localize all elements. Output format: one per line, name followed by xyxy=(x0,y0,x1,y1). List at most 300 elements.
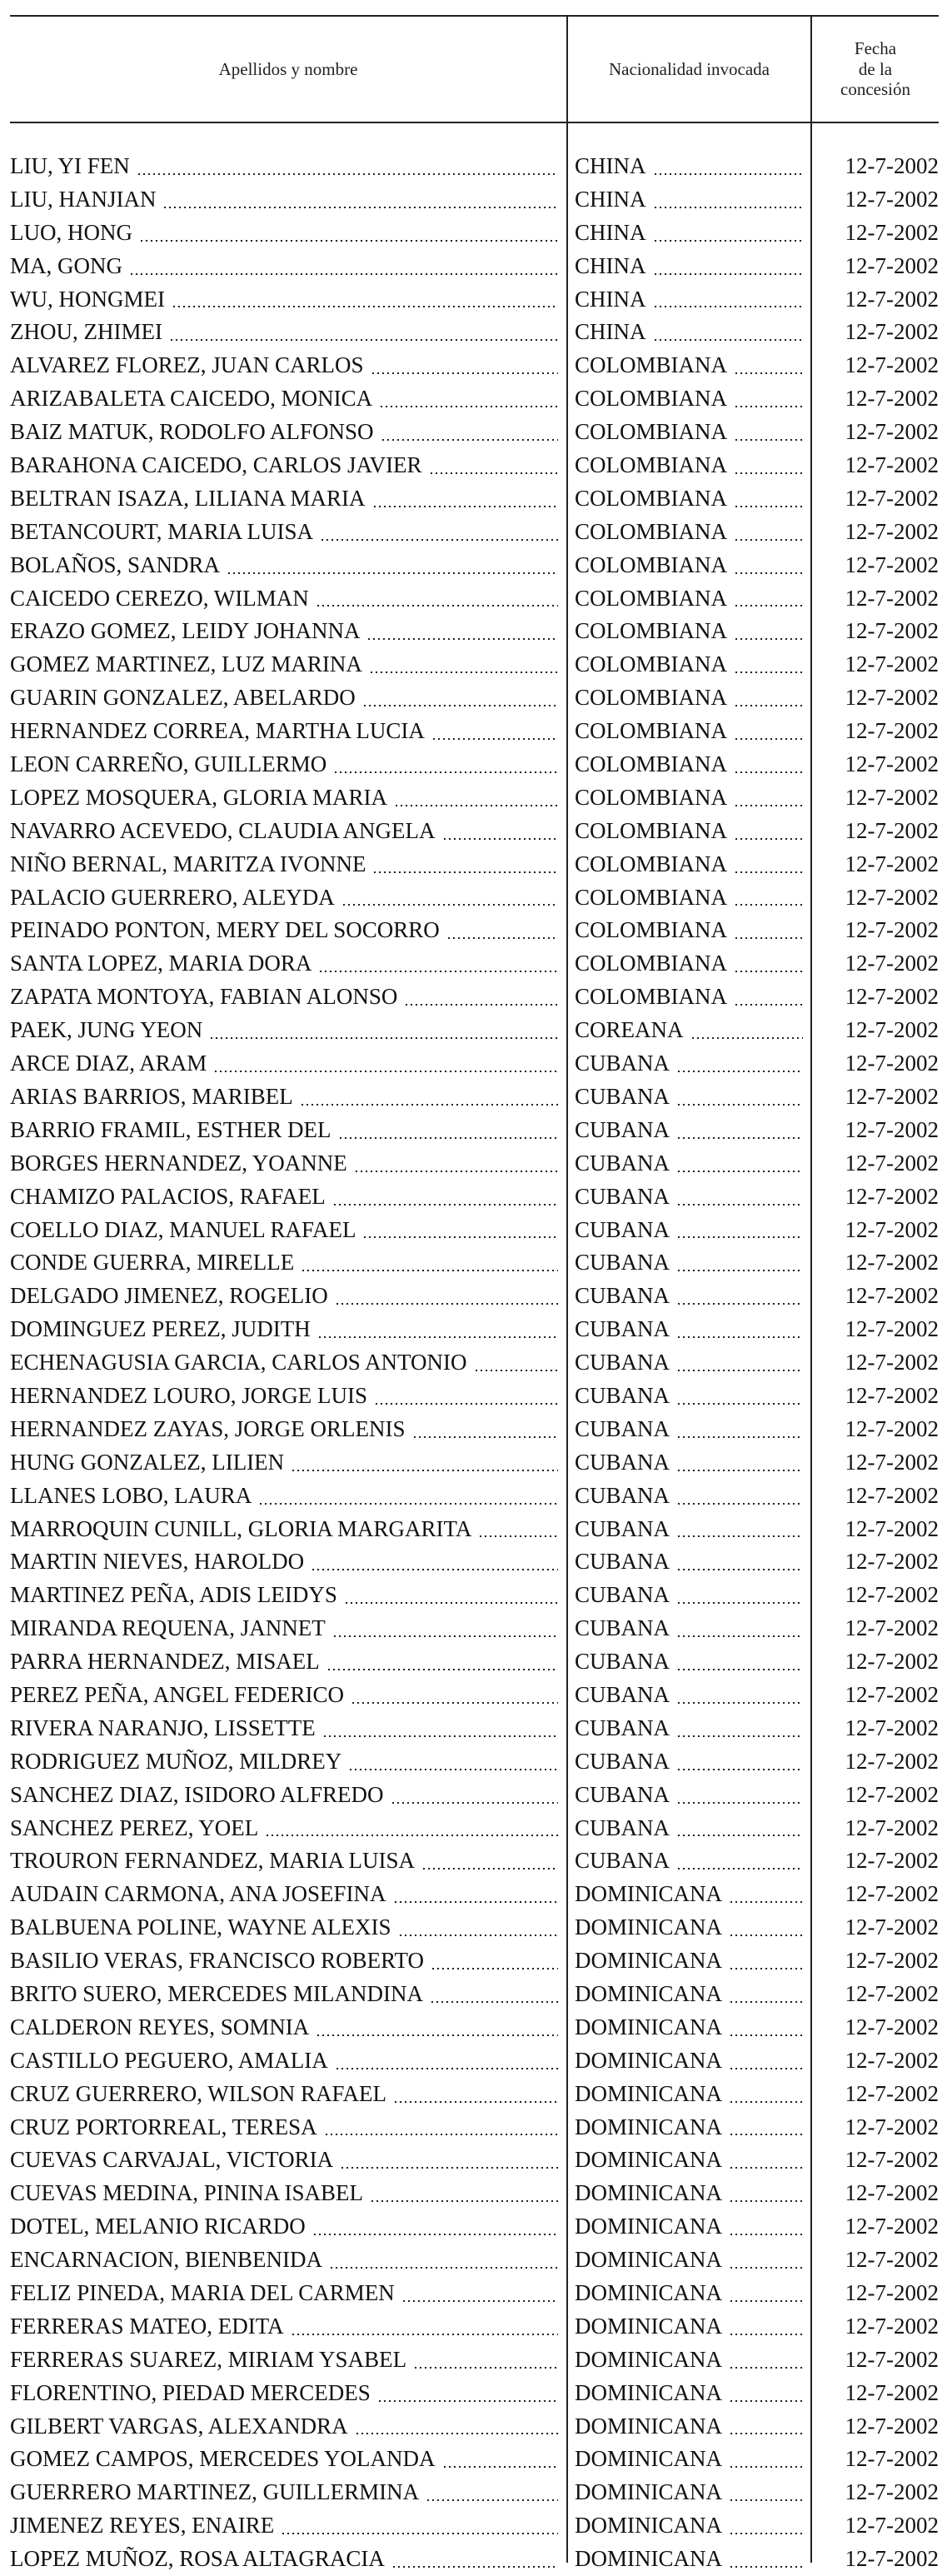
grant-date-cell-text: 12-7-2002 xyxy=(845,951,939,976)
dot-leader xyxy=(381,439,558,441)
grant-date-cell-text: 12-7-2002 xyxy=(845,1815,939,1840)
applicant-name-cell xyxy=(10,1779,558,1812)
nationality-cell xyxy=(575,382,803,416)
nationality-cell xyxy=(575,2277,803,2310)
grant-date-cell-text: 12-7-2002 xyxy=(845,2147,939,2173)
nationality-cell xyxy=(575,1014,803,1047)
dot-leader xyxy=(446,937,558,939)
grant-date-cell-text: 12-7-2002 xyxy=(845,2080,939,2106)
dot-leader xyxy=(301,1270,558,1271)
grant-date-cell-text: 12-7-2002 xyxy=(845,884,939,910)
grant-date-cell-text: 12-7-2002 xyxy=(845,219,939,245)
grant-date-cell xyxy=(812,1911,939,1944)
applicant-name-cell-text: LOPEZ MUÑOZ, ROSA ALTAGRACIA xyxy=(10,2546,385,2572)
nationality-cell-text: CUBANA xyxy=(575,1316,670,1342)
grant-date-cell xyxy=(812,1812,939,1845)
nationality-cell xyxy=(575,2476,803,2509)
dot-leader xyxy=(729,1968,803,1969)
nationality-cell xyxy=(575,2144,803,2177)
dot-leader xyxy=(734,1004,803,1006)
grant-date-cell xyxy=(812,582,939,616)
dot-leader xyxy=(729,2167,803,2169)
dot-leader xyxy=(734,638,803,640)
nationality-cell-text: CUBANA xyxy=(575,1415,670,1441)
nationality-cell-text: CUBANA xyxy=(575,1051,670,1076)
dot-leader xyxy=(311,1569,558,1570)
applicant-name-cell-text: PARRA HERNANDEZ, MISAEL xyxy=(10,1649,320,1675)
nationality-cell-text: CUBANA xyxy=(575,1250,670,1276)
grant-date-cell xyxy=(812,1047,939,1081)
grant-date-cell xyxy=(812,1181,939,1214)
applicant-name-cell xyxy=(10,1081,558,1114)
applicant-name-cell xyxy=(10,1545,558,1579)
nationality-cell xyxy=(575,416,803,449)
dot-leader xyxy=(300,1104,558,1106)
grant-date-cell xyxy=(812,2244,939,2277)
table-row xyxy=(0,1480,947,1513)
applicant-name-cell-text: GUERRERO MARTINEZ, GUILLERMINA xyxy=(10,2479,420,2505)
table-row xyxy=(0,2277,947,2310)
dot-leader xyxy=(734,439,803,441)
table-row xyxy=(0,1944,947,1978)
applicant-name-cell xyxy=(10,2177,558,2210)
table-row xyxy=(0,2144,947,2177)
grant-date-cell xyxy=(812,2044,939,2078)
nationality-cell-text: CHINA xyxy=(575,319,646,345)
applicant-name-cell xyxy=(10,217,558,250)
dot-leader xyxy=(653,273,804,275)
nationality-cell-text: CUBANA xyxy=(575,1283,670,1309)
applicant-name-cell-text: CHAMIZO PALACIOS, RAFAEL xyxy=(10,1183,326,1209)
applicant-name-cell-text: RIVERA NARANJO, LISSETTE xyxy=(10,1715,316,1740)
applicant-name-cell-text: LLANES LOBO, LAURA xyxy=(10,1482,252,1508)
applicant-name-cell-text: BARRIO FRAMIL, ESTHER DEL xyxy=(10,1116,331,1142)
nationality-cell xyxy=(575,1579,803,1612)
nationality-cell-text: DOMINICANA xyxy=(575,1980,722,2006)
nationality-cell xyxy=(575,2011,803,2044)
applicant-name-cell-text: JIMENEZ REYES, ENAIRE xyxy=(10,2513,275,2539)
nationality-cell xyxy=(575,2410,803,2444)
dot-leader xyxy=(729,2533,803,2534)
dot-leader xyxy=(398,1934,558,1936)
nationality-cell-text: COLOMBIANA xyxy=(575,651,728,677)
grant-date-cell xyxy=(812,2310,939,2344)
applicant-name-cell xyxy=(10,1181,558,1214)
dot-leader xyxy=(209,1037,558,1039)
applicant-name-cell-text: MIRANDA REQUENA, JANNET xyxy=(10,1615,326,1641)
nationality-cell-text: COLOMBIANA xyxy=(575,618,728,644)
applicant-name-cell-text: COELLO DIAZ, MANUEL RAFAEL xyxy=(10,1216,356,1242)
nationality-cell-text: DOMINICANA xyxy=(575,2147,722,2173)
applicant-name-cell xyxy=(10,449,558,482)
grant-date-cell-text: 12-7-2002 xyxy=(845,2114,939,2139)
table-row xyxy=(0,549,947,582)
grant-date-cell xyxy=(812,1246,939,1280)
applicant-name-cell xyxy=(10,1246,558,1280)
dot-leader xyxy=(676,1236,803,1238)
grant-date-cell xyxy=(812,2177,939,2210)
table-row xyxy=(0,1380,947,1413)
grant-date-cell-text: 12-7-2002 xyxy=(845,1980,939,2006)
grant-date-cell xyxy=(812,1712,939,1745)
applicant-name-cell-text: MARTINEZ PEÑA, ADIS LEIDYS xyxy=(10,1582,337,1608)
dot-leader xyxy=(734,904,803,906)
nationality-cell-text: DOMINICANA xyxy=(575,2479,722,2505)
nationality-cell-text: DOMINICANA xyxy=(575,2014,722,2039)
applicant-name-cell xyxy=(10,1413,558,1446)
grant-date-cell xyxy=(812,1545,939,1579)
dot-leader xyxy=(734,771,803,773)
dot-leader xyxy=(372,506,559,507)
grant-date-cell xyxy=(812,648,939,681)
table-row xyxy=(0,1313,947,1346)
dot-leader xyxy=(329,2267,558,2269)
grant-date-cell xyxy=(812,416,939,449)
nationality-cell-text: COLOMBIANA xyxy=(575,386,728,412)
dot-leader xyxy=(734,805,803,806)
applicant-name-cell-text: HERNANDEZ LOURO, JORGE LUIS xyxy=(10,1382,367,1408)
table-row xyxy=(0,482,947,516)
applicant-name-cell-text: DELGADO JIMENEZ, ROGELIO xyxy=(10,1283,328,1309)
applicant-name-cell-text: FERRERAS MATEO, EDITA xyxy=(10,2313,284,2339)
applicant-name-cell-text: BORGES HERNANDEZ, YOANNE xyxy=(10,1150,347,1176)
nationality-cell-text: CUBANA xyxy=(575,1649,670,1675)
nationality-cell-text: DOMINICANA xyxy=(575,1948,722,1974)
nationality-cell-text: COLOMBIANA xyxy=(575,817,728,843)
applicant-name-cell-text: CONDE GUERRA, MIRELLE xyxy=(10,1250,295,1276)
table-row xyxy=(0,2111,947,2144)
nationality-cell xyxy=(575,2044,803,2078)
dot-leader xyxy=(734,605,803,607)
nationality-cell-text: CUBANA xyxy=(575,1582,670,1608)
grant-date-cell xyxy=(812,1114,939,1147)
applicant-name-cell-text: LIU, HANJIAN xyxy=(10,186,157,212)
nationality-cell xyxy=(575,1645,803,1679)
grant-date-cell xyxy=(812,2410,939,2444)
grant-date-cell-text: 12-7-2002 xyxy=(845,1681,939,1707)
grant-date-cell-text: 12-7-2002 xyxy=(845,2479,939,2505)
dot-leader xyxy=(734,871,803,873)
grant-date-cell xyxy=(812,2509,939,2543)
applicant-name-cell-text: CRUZ PORTORREAL, TERESA xyxy=(10,2114,317,2139)
table-row xyxy=(0,2078,947,2111)
dot-leader xyxy=(374,1403,558,1405)
grant-date-cell-text: 12-7-2002 xyxy=(845,585,939,611)
table-row xyxy=(0,250,947,283)
grant-date-cell xyxy=(812,1147,939,1181)
table-row xyxy=(0,2377,947,2410)
dot-leader xyxy=(316,2034,558,2036)
nationality-cell xyxy=(575,549,803,582)
applicant-name-cell xyxy=(10,2377,558,2410)
dot-leader xyxy=(729,2433,803,2434)
nationality-cell-text: COLOMBIANA xyxy=(575,452,728,478)
nationality-cell xyxy=(575,2111,803,2144)
nationality-cell xyxy=(575,981,803,1014)
nationality-cell xyxy=(575,2344,803,2377)
table-row xyxy=(0,1579,947,1612)
table-row xyxy=(0,715,947,748)
applicant-name-cell xyxy=(10,516,558,549)
dot-leader xyxy=(332,1204,558,1206)
nationality-cell xyxy=(575,1081,803,1114)
nationality-cell-text: CUBANA xyxy=(575,1848,670,1874)
applicant-name-cell xyxy=(10,183,558,217)
dot-leader xyxy=(676,1635,803,1637)
grant-date-cell-text: 12-7-2002 xyxy=(845,2247,939,2273)
dot-leader xyxy=(317,1336,558,1338)
nationality-cell xyxy=(575,2177,803,2210)
dot-leader xyxy=(729,2001,803,2003)
grant-date-cell-text: 12-7-2002 xyxy=(845,685,939,711)
applicant-name-cell-text: PALACIO GUERRERO, ALEYDA xyxy=(10,884,335,910)
grant-date-cell-text: 12-7-2002 xyxy=(845,186,939,212)
applicant-name-cell-text: CALDERON REYES, SOMNIA xyxy=(10,2014,310,2039)
grant-date-cell-text: 12-7-2002 xyxy=(845,1017,939,1043)
table-row xyxy=(0,1014,947,1047)
dot-leader xyxy=(326,1669,558,1670)
dot-leader xyxy=(734,372,803,374)
nationality-cell xyxy=(575,283,803,317)
nationality-cell-text: DOMINICANA xyxy=(575,2346,722,2372)
dot-leader xyxy=(291,1470,558,1471)
nationality-cell-text: DOMINICANA xyxy=(575,2180,722,2206)
dot-leader xyxy=(431,1968,558,1969)
grant-date-cell xyxy=(812,681,939,715)
table-row xyxy=(0,1645,947,1679)
applicant-name-cell-text: ERAZO GOMEZ, LEIDY JOHANNA xyxy=(10,618,361,644)
grant-date-cell xyxy=(812,1779,939,1812)
nationality-cell-text: COLOMBIANA xyxy=(575,518,728,544)
dot-leader xyxy=(734,937,803,939)
dot-leader xyxy=(474,1370,558,1371)
grant-date-cell xyxy=(812,715,939,748)
grant-date-cell xyxy=(812,1081,939,1114)
dot-leader xyxy=(676,1669,803,1670)
dot-leader xyxy=(729,2466,803,2468)
nationality-cell-text: CUBANA xyxy=(575,1781,670,1807)
dot-leader xyxy=(333,771,558,773)
grant-date-cell xyxy=(812,1413,939,1446)
grant-date-cell xyxy=(812,947,939,981)
dot-leader xyxy=(653,339,804,341)
grant-date-cell-text: 12-7-2002 xyxy=(845,851,939,876)
applicant-name-cell xyxy=(10,582,558,616)
dot-leader xyxy=(734,572,803,574)
nationality-cell xyxy=(575,1513,803,1546)
nationality-cell-text: CUBANA xyxy=(575,1515,670,1541)
table-row xyxy=(0,1181,947,1214)
grant-date-cell-text: 12-7-2002 xyxy=(845,252,939,278)
dot-leader xyxy=(393,2101,558,2103)
applicant-name-cell xyxy=(10,1745,558,1779)
applicant-name-cell-text: SANTA LOPEZ, MARIA DORA xyxy=(10,951,312,976)
applicant-name-cell xyxy=(10,482,558,516)
applicant-name-cell-text: HUNG GONZALEZ, LILIEN xyxy=(10,1449,285,1475)
grant-date-cell xyxy=(812,2476,939,2509)
applicant-name-cell xyxy=(10,1446,558,1480)
dot-leader xyxy=(676,1204,803,1206)
nationality-cell-text: CUBANA xyxy=(575,1382,670,1408)
nationality-cell xyxy=(575,1246,803,1280)
applicant-name-cell-text: ARIZABALETA CAICEDO, MONICA xyxy=(10,386,373,412)
dot-leader xyxy=(734,406,803,407)
nationality-cell-text: CUBANA xyxy=(575,1549,670,1575)
nationality-cell-text: CUBANA xyxy=(575,1083,670,1109)
dot-leader xyxy=(676,1104,803,1106)
applicant-name-cell xyxy=(10,1911,558,1944)
nationality-cell xyxy=(575,449,803,482)
grant-date-cell-text: 12-7-2002 xyxy=(845,552,939,577)
dot-leader xyxy=(370,2200,558,2202)
table-row xyxy=(0,848,947,881)
dot-leader xyxy=(676,1137,803,1139)
nationality-cell xyxy=(575,815,803,848)
dot-leader xyxy=(653,207,804,208)
grant-date-cell xyxy=(812,1878,939,1911)
applicant-name-cell-text: ZAPATA MONTOYA, FABIAN ALONSO xyxy=(10,984,398,1010)
grant-date-cell xyxy=(812,1978,939,2011)
applicant-name-cell-text: LIU, YI FEN xyxy=(10,153,130,178)
grant-date-cell-text: 12-7-2002 xyxy=(845,1449,939,1475)
grant-date-cell xyxy=(812,316,939,349)
column-header-date xyxy=(812,17,939,122)
dot-leader xyxy=(734,472,803,474)
table-row xyxy=(0,748,947,781)
dot-leader xyxy=(391,1802,558,1804)
dot-leader xyxy=(729,2200,803,2202)
grant-date-cell-text: 12-7-2002 xyxy=(845,1350,939,1375)
grant-date-cell xyxy=(812,1679,939,1712)
applicant-name-cell-text: CRUZ GUERRERO, WILSON RAFAEL xyxy=(10,2080,387,2106)
grant-date-cell-text: 12-7-2002 xyxy=(845,1083,939,1109)
grant-date-cell-text: 12-7-2002 xyxy=(845,618,939,644)
applicant-name-cell-text: ENCARNACION, BIENBENIDA xyxy=(10,2247,322,2273)
applicant-name-cell xyxy=(10,1313,558,1346)
table-row xyxy=(0,2543,947,2576)
dot-leader xyxy=(729,2267,803,2269)
grant-date-cell xyxy=(812,881,939,915)
dot-leader xyxy=(729,1901,803,1903)
grant-date-cell xyxy=(812,382,939,416)
grant-date-cell-text: 12-7-2002 xyxy=(845,718,939,744)
nationality-cell xyxy=(575,1280,803,1313)
grant-date-cell-text: 12-7-2002 xyxy=(845,2280,939,2305)
nationality-cell-text: CUBANA xyxy=(575,1715,670,1740)
table-row xyxy=(0,382,947,416)
dot-leader xyxy=(335,2068,558,2069)
grant-date-cell-text: 12-7-2002 xyxy=(845,1582,939,1608)
applicant-name-cell xyxy=(10,981,558,1014)
grant-date-cell-text: 12-7-2002 xyxy=(845,386,939,412)
dot-leader xyxy=(355,2433,558,2434)
dot-leader xyxy=(734,506,803,507)
grant-date-cell xyxy=(812,815,939,848)
grant-date-cell-text: 12-7-2002 xyxy=(845,319,939,345)
grant-date-cell xyxy=(812,482,939,516)
grant-date-cell-text: 12-7-2002 xyxy=(845,2047,939,2073)
table-row xyxy=(0,582,947,616)
dot-leader xyxy=(312,2234,558,2235)
applicant-name-cell-text: BARAHONA CAICEDO, CARLOS JAVIER xyxy=(10,452,422,478)
grant-date-cell-text: 12-7-2002 xyxy=(845,1781,939,1807)
dot-leader xyxy=(442,838,558,840)
table-row xyxy=(0,914,947,947)
grant-date-cell-text: 12-7-2002 xyxy=(845,817,939,843)
applicant-name-cell xyxy=(10,1014,558,1047)
table-row xyxy=(0,2443,947,2476)
table-row xyxy=(0,1114,947,1147)
dot-leader xyxy=(676,1769,803,1770)
applicant-name-cell-text: PEINADO PONTON, MERY DEL SOCORRO xyxy=(10,917,440,943)
dot-leader xyxy=(338,1137,558,1139)
dot-leader xyxy=(734,671,803,673)
grant-date-cell xyxy=(812,449,939,482)
nationality-cell xyxy=(575,1845,803,1878)
nationality-cell-text: DOMINICANA xyxy=(575,2513,722,2539)
dot-leader xyxy=(676,1303,803,1305)
dot-leader xyxy=(404,1004,558,1006)
nationality-cell-text: CUBANA xyxy=(575,1116,670,1142)
dot-leader xyxy=(369,671,558,673)
dot-leader xyxy=(371,372,558,374)
grant-date-cell xyxy=(812,914,939,947)
table-row xyxy=(0,2344,947,2377)
grant-date-cell xyxy=(812,981,939,1014)
dot-leader xyxy=(729,2068,803,2069)
table-row xyxy=(0,1246,947,1280)
applicant-name-cell-text: LEON CARREÑO, GUILLERMO xyxy=(10,751,327,777)
nationality-cell-text: DOMINICANA xyxy=(575,2379,722,2405)
applicant-name-cell xyxy=(10,1845,558,1878)
applicant-name-cell xyxy=(10,2543,558,2576)
dot-leader xyxy=(227,572,558,574)
grant-date-cell xyxy=(812,848,939,881)
dot-leader xyxy=(676,1071,803,1072)
dot-leader xyxy=(729,2367,803,2369)
nationality-cell xyxy=(575,715,803,748)
nationality-cell xyxy=(575,217,803,250)
table-row xyxy=(0,615,947,648)
grant-date-cell-text: 12-7-2002 xyxy=(845,1915,939,1940)
dot-leader xyxy=(291,2334,558,2335)
dot-leader xyxy=(412,1436,558,1438)
dot-leader xyxy=(478,1535,558,1537)
dot-leader xyxy=(676,1270,803,1271)
grant-date-cell xyxy=(812,1645,939,1679)
grant-date-cell-text: 12-7-2002 xyxy=(845,518,939,544)
nationality-cell xyxy=(575,1413,803,1446)
nationality-cell xyxy=(575,1545,803,1579)
nationality-cell-text: CUBANA xyxy=(575,1150,670,1176)
nationality-cell xyxy=(575,183,803,217)
grant-date-cell-text: 12-7-2002 xyxy=(845,1715,939,1740)
grant-date-cell-text: 12-7-2002 xyxy=(845,1881,939,1907)
table-row xyxy=(0,2410,947,2444)
applicant-name-cell-text: HERNANDEZ ZAYAS, JORGE ORLENIS xyxy=(10,1415,406,1441)
dot-leader xyxy=(316,605,558,607)
nationality-cell xyxy=(575,1047,803,1081)
table-row xyxy=(0,1612,947,1645)
grant-date-cell-text: 12-7-2002 xyxy=(845,1615,939,1641)
applicant-name-cell-text: TROURON FERNANDEZ, MARIA LUISA xyxy=(10,1848,416,1874)
table-row xyxy=(0,1679,947,1712)
grant-date-cell-text: 12-7-2002 xyxy=(845,352,939,378)
dot-leader xyxy=(320,539,558,541)
dot-leader xyxy=(413,2367,558,2369)
applicant-name-cell xyxy=(10,1612,558,1645)
applicant-name-cell-text: AUDAIN CARMONA, ANA JOSEFINA xyxy=(10,1881,386,1907)
